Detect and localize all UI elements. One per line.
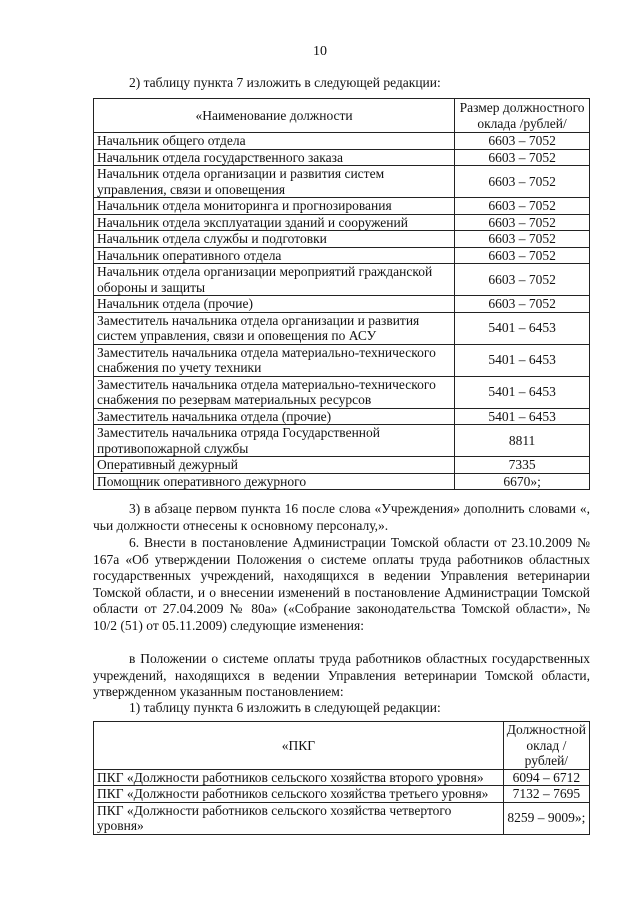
salary-value: 5401 – 6453 [455,376,590,408]
position-name: ПКГ «Должности работников сельского хозяйства второго уровня» [94,769,504,786]
salary-value: 8811 [455,425,590,457]
position-name: ПКГ «Должности работников сельского хозяйства четвертого уровня» [94,802,504,834]
salary-value: 6603 – 7052 [455,214,590,231]
table-row [94,166,590,198]
header-position: «Наименование должности [94,99,455,133]
salary-value: 5401 – 6453 [455,344,590,376]
intro-paragraph-2: 1) таблицу пункта 6 изложить в следующей редакции: [129,700,441,715]
table-row [94,786,590,803]
header-salary: Размер должностного оклада /рублей/ [455,99,590,133]
salary-value: 6094 – 6712 [503,769,589,786]
salary-value: 6603 – 7052 [455,296,590,313]
position-name: Начальник отдела эксплуатации зданий и сооружений [94,214,455,231]
header-pkg: «ПКГ [94,722,504,770]
salary-value: 6603 – 7052 [455,133,590,150]
table-row [94,473,590,490]
page-number: 10 [313,44,327,59]
position-name: Начальник отдела (прочие) [94,296,455,313]
salary-value: 6603 – 7052 [455,149,590,166]
table-row [94,769,590,786]
salary-value: 6670»; [455,473,590,490]
intro-paragraph-1: 2) таблицу пункта 7 изложить в следующей редакции: [129,75,441,90]
position-name: Заместитель начальника отдела организации и развития систем управления, связи и оповещения по АСУ [94,312,455,344]
table-row [94,425,590,457]
paragraph-3: 3) в абзаце первом пункта 16 после слова «Учреждения» дополнить словами «, чьи должности отнесены к основному персоналу,». [93,501,590,533]
position-name: Начальник отдела государственного заказа [94,149,455,166]
table-row [94,264,590,296]
table-row [94,312,590,344]
salary-value: 6603 – 7052 [455,166,590,198]
salary-table-pkg [93,721,590,835]
position-name: Начальник общего отдела [94,133,455,150]
table-row [94,198,590,215]
table-header-row [94,99,590,133]
table-row [94,149,590,166]
table-row [94,457,590,474]
table-row [94,247,590,264]
position-name: Начальник отдела мониторинга и прогнозирования [94,198,455,215]
salary-table-positions [93,98,590,490]
position-name: Заместитель начальника отдела материально-технического снабжения по резервам материальных ресурсов [94,376,455,408]
salary-value: 7335 [455,457,590,474]
position-name: Оперативный дежурный [94,457,455,474]
header-salary: Должностной оклад /рублей/ [503,722,589,770]
position-name: Заместитель начальника отряда Государственной противопожарной службы [94,425,455,457]
position-name: Помощник оперативного дежурного [94,473,455,490]
salary-value: 6603 – 7052 [455,264,590,296]
position-name: Начальник оперативного отдела [94,247,455,264]
table-row [94,802,590,834]
table-header-row [94,722,590,770]
table-row [94,376,590,408]
table-row [94,133,590,150]
salary-value: 6603 – 7052 [455,231,590,248]
salary-value: 5401 – 6453 [455,312,590,344]
paragraph-6: 6. Внести в постановление Администрации Томской области от 23.10.2009 № 167а «Об утверждении Положения о системе оплаты труда работников областных государственных учреждений, находящихся в ведении Управления ветеринарии Томской области, и о внесении изменений в постановление Администрации Томской области от 27.04.2009 № 80а» («Собрание законодательства Томской области», № 10/2 (51) от 05.11.2009) следующие изменения: [93,535,590,633]
table-row [94,296,590,313]
salary-value: 5401 – 6453 [455,408,590,425]
salary-value: 8259 – 9009»; [503,802,589,834]
position-name: Заместитель начальника отдела материально-технического снабжения по учету техники [94,344,455,376]
table-row [94,344,590,376]
salary-value: 6603 – 7052 [455,198,590,215]
paragraph-in-regulation: в Положении о системе оплаты труда работников областных государственных учреждений, находящихся в ведении Управления ветеринарии Томской области, утвержденном указанным постановлением: [93,651,590,699]
table-row [94,408,590,425]
position-name: Начальник отдела службы и подготовки [94,231,455,248]
table-row [94,231,590,248]
salary-value: 6603 – 7052 [455,247,590,264]
salary-value: 7132 – 7695 [503,786,589,803]
position-name: Начальник отдела организации и развития систем управления, связи и оповещения [94,166,455,198]
position-name: Начальник отдела организации мероприятий гражданской обороны и защиты [94,264,455,296]
table-row [94,214,590,231]
position-name: ПКГ «Должности работников сельского хозяйства третьего уровня» [94,786,504,803]
position-name: Заместитель начальника отдела (прочие) [94,408,455,425]
